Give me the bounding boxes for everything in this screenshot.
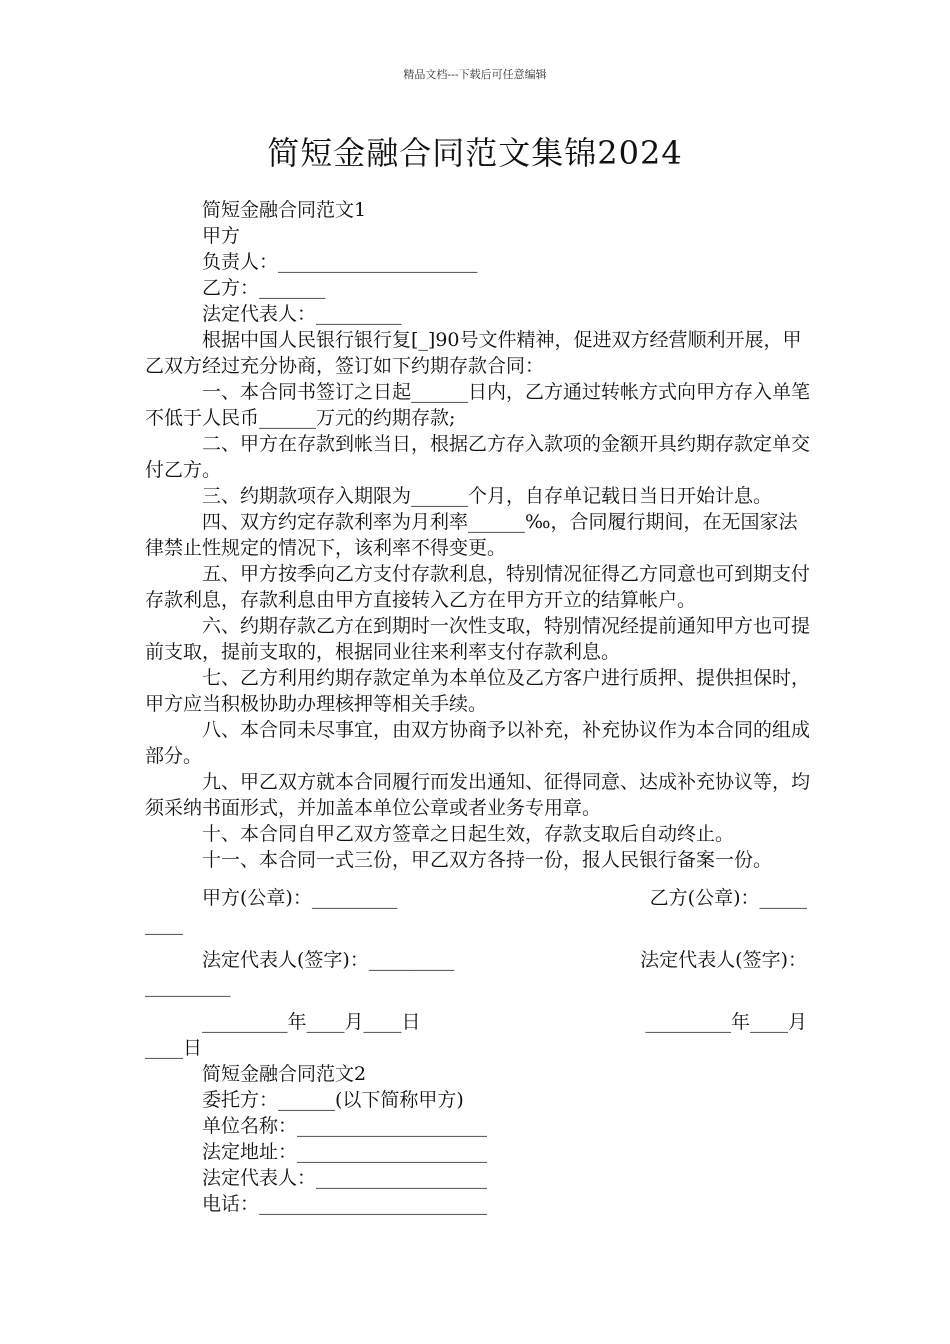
clause-6: 六、约期存款乙方在到期时一次性支取，特别情况经提前通知甲方也可提前支取，提前支取的，根据同业往来利率支付存款利息。	[145, 615, 811, 663]
party-b-rep-signature: 法定代表人(签字)：	[640, 949, 807, 971]
signature-date-row	[145, 1009, 815, 1035]
party-a-seal: 甲方(公章)：_________	[202, 887, 398, 909]
clause-1: 一、本合同书签订之日起______日内，乙方通过转帐方式向甲方存入单笔不低于人民币______万元的约期存款;	[145, 381, 811, 429]
party-b-seal-continued: ____	[145, 913, 183, 935]
party-b-rep-continued: _________	[145, 975, 231, 997]
party-b-seal: 乙方(公章)：_____	[649, 887, 807, 909]
legal-rep-field: 法定代表人：_________	[202, 303, 402, 325]
clause-5: 五、甲方按季向乙方支付存款利息，特别情况征得乙方同意也可到期支付存款利息，存款利息由甲方直接转入乙方在甲方开立的结算帐户。	[145, 563, 811, 611]
legal-address-field: 法定地址：____________________	[202, 1141, 488, 1163]
clause-4: 四、双方约定存款利率为月利率______‰，合同履行期间，在无国家法律禁止性规定的情况下，该利率不得变更。	[145, 511, 798, 559]
clause-2: 二、甲方在存款到帐当日，根据乙方存入款项的金额开具约期存款定单交付乙方。	[145, 433, 811, 481]
clause-7: 七、乙方利用约期存款定单为本单位及乙方客户进行质押、提供担保时，甲方应当积极协助办理核押等相关手续。	[145, 667, 811, 715]
clause-10: 十、本合同自甲乙双方签章之日起生效，存款支取后自动终止。	[202, 823, 735, 845]
clause-3: 三、约期款项存入期限为______个月，自存单记载日当日开始计息。	[202, 485, 773, 507]
party-a-date: _________年____月____日	[202, 1011, 421, 1033]
clause-9: 九、甲乙双方就本合同履行而发出通知、征得同意、达成补充协议等，均须采纳书面形式，并加盖本单位公章或者业务专用章。	[145, 771, 811, 819]
clause-8: 八、本合同未尽事宜，由双方协商予以补充，补充协议作为本合同的组成部分。	[145, 719, 811, 767]
signature-seal-row	[145, 885, 815, 911]
section1-heading: 简短金融合同范文1	[202, 199, 367, 221]
responsible-field: 负责人：_____________________	[202, 251, 478, 273]
party-a-rep-signature: 法定代表人(签字)：_________	[202, 949, 455, 971]
document-body	[145, 197, 815, 1217]
unit-name-field: 单位名称：____________________	[202, 1115, 488, 1137]
party-b-field: 乙方：_______	[202, 277, 326, 299]
document-title: 简短金融合同范文集锦2024	[267, 134, 683, 172]
signature-rep-row	[145, 947, 815, 973]
clause-preamble: 根据中国人民银行银行复[_]90号文件精神，促进双方经营顺利开展，甲乙双方经过充分协商，签订如下约期存款合同：	[145, 329, 802, 377]
party-b-date: _________年____月	[645, 1011, 807, 1033]
legal-rep-field-2: 法定代表人：__________________	[202, 1167, 488, 1189]
section2-heading: 简短金融合同范文2	[202, 1063, 367, 1085]
clause-11: 十一、本合同一式三份，甲乙双方各持一份，报人民银行备案一份。	[202, 849, 773, 871]
party-a-label: 甲方	[202, 225, 241, 247]
entrustor-field: 委托方：______(以下简称甲方)	[202, 1089, 464, 1111]
page-header: 精品文档---下载后可任意编辑	[403, 68, 547, 81]
phone-field: 电话：________________________	[202, 1193, 488, 1215]
party-b-date-continued: ____日	[145, 1037, 203, 1059]
